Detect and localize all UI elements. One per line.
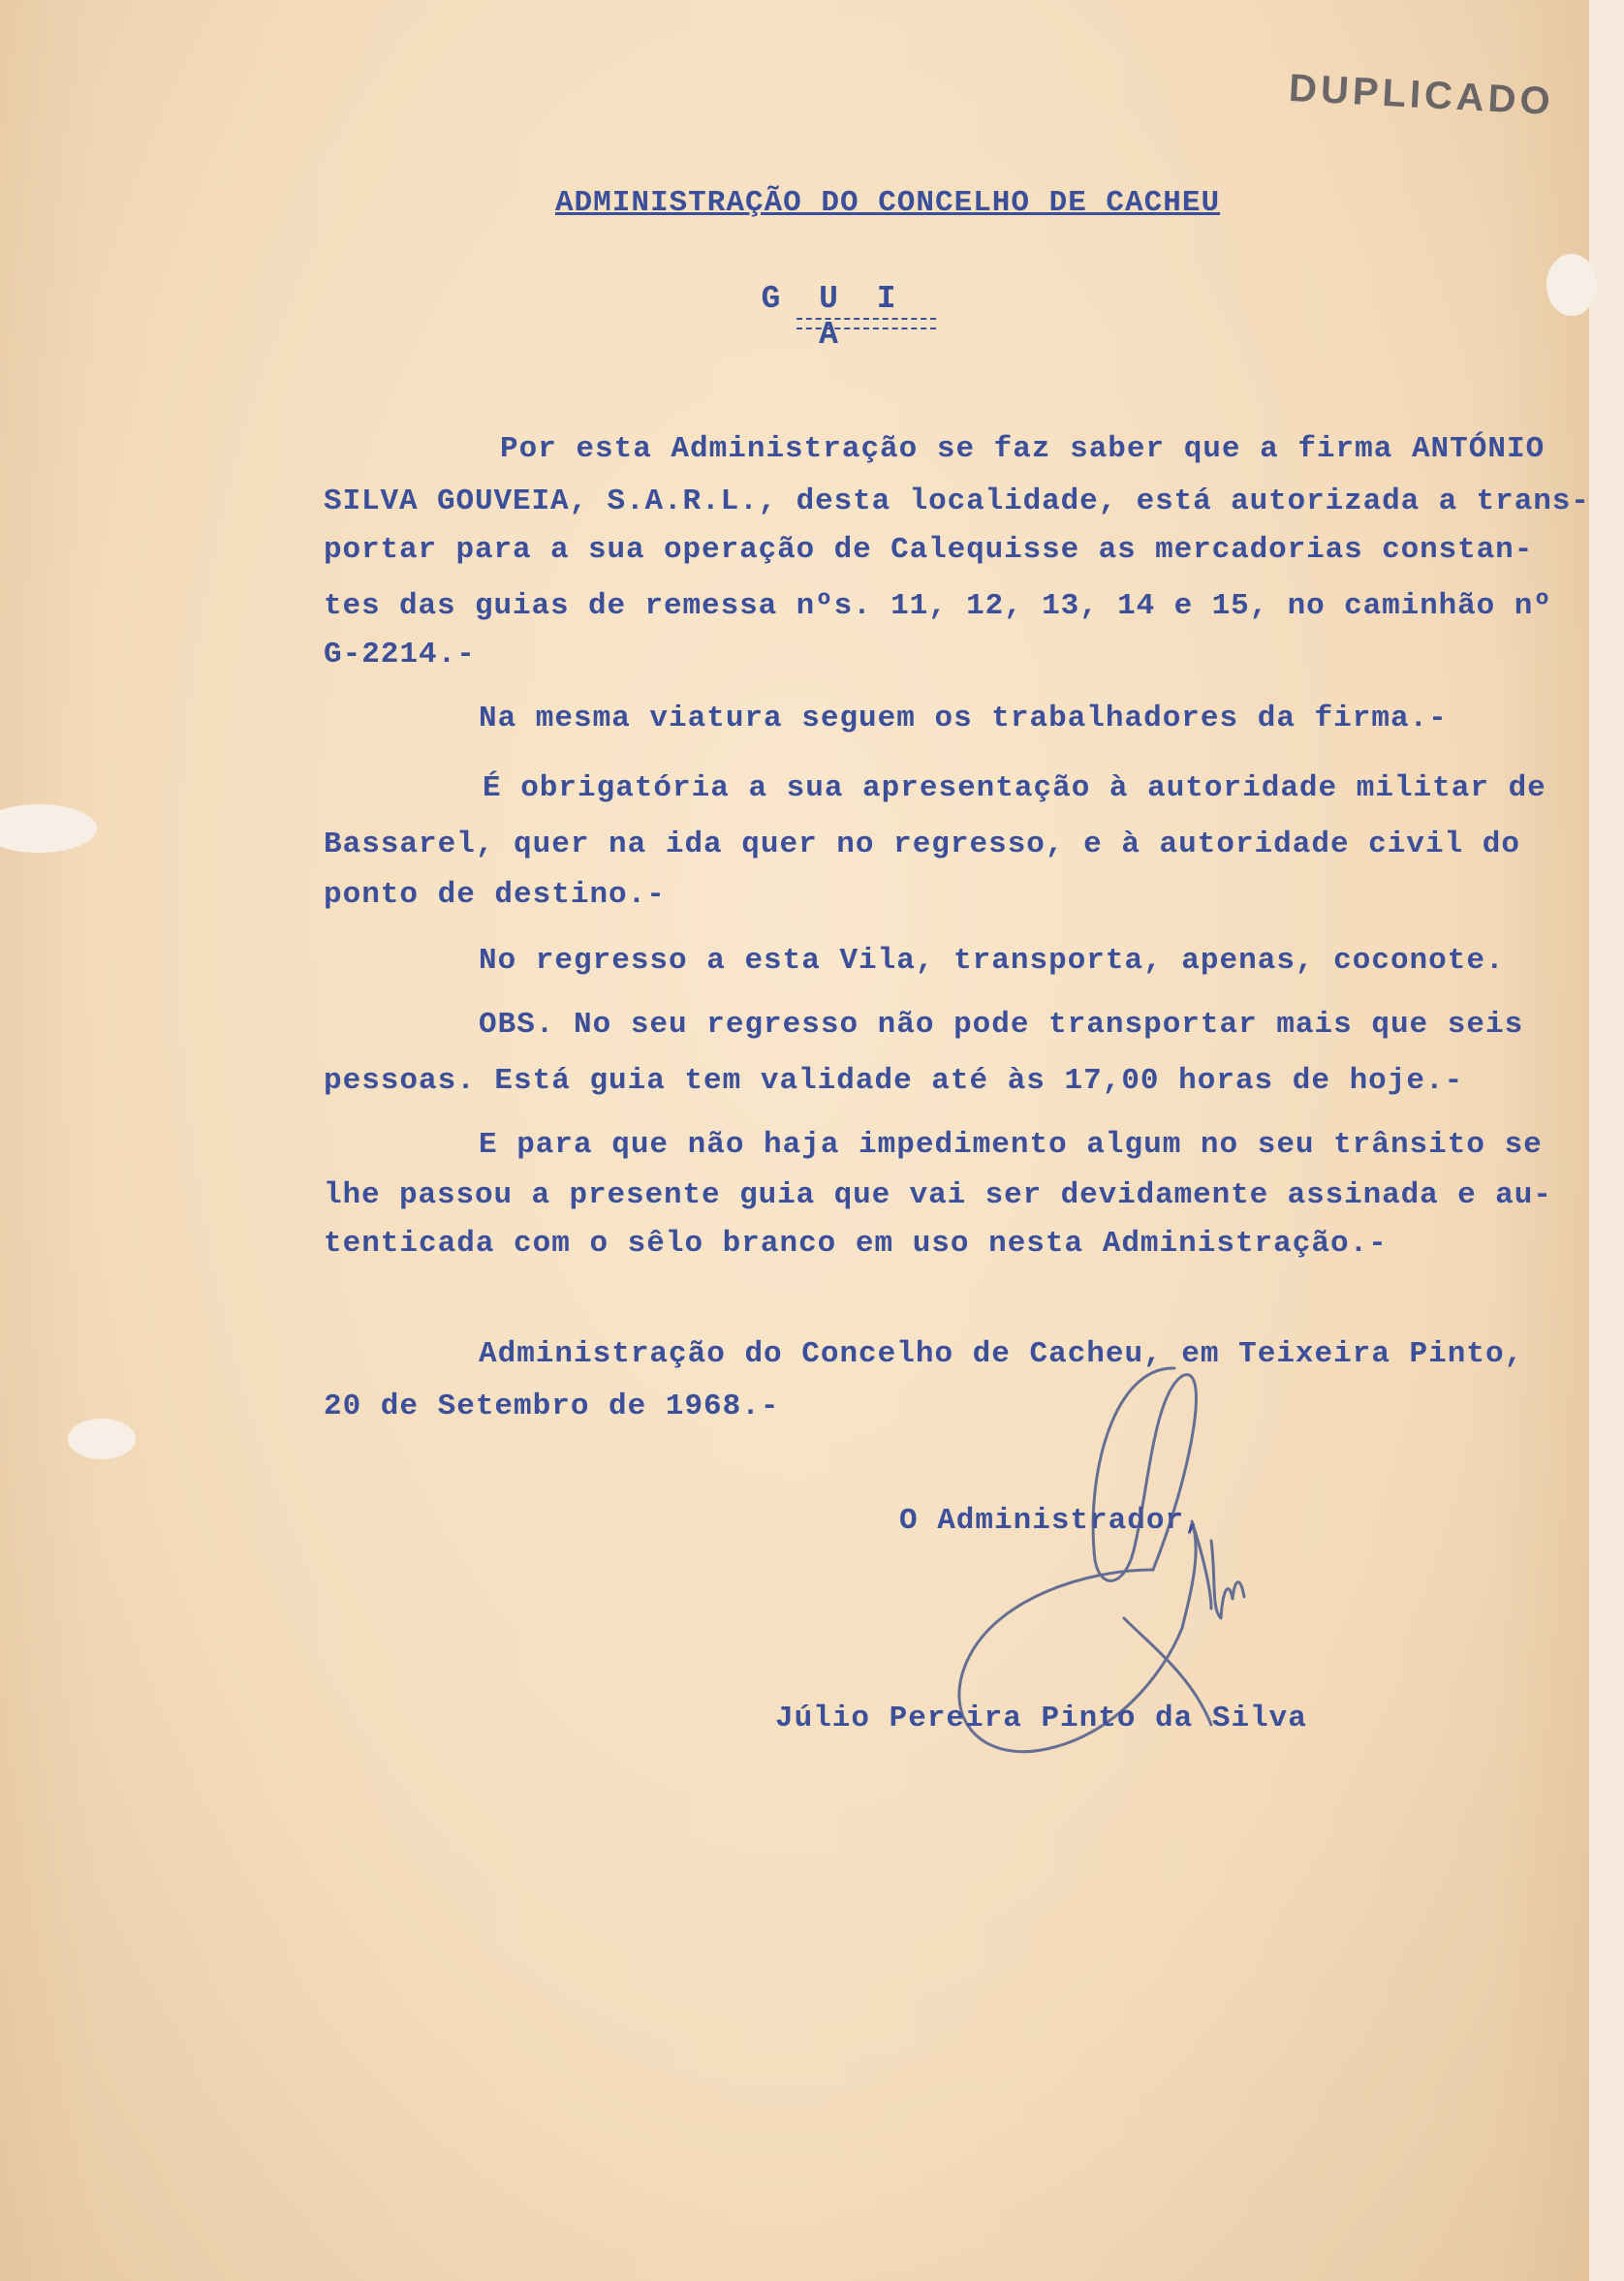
body-line: Bassarel, quer na ida quer no regresso, e à autoridade civil do (324, 828, 1520, 861)
date-line: 20 de Setembro de 1968.- (324, 1390, 780, 1423)
body-line: ponto de destino.- (324, 878, 666, 912)
document-heading: G U I A (761, 281, 906, 353)
signatory-name: Júlio Pereira Pinto da Silva (775, 1702, 1307, 1735)
signatory-title: O Administrador, (899, 1504, 1203, 1538)
paper-torn-edge (1589, 0, 1624, 2281)
body-line: SILVA GOUVEIA, S.A.R.L., desta localidade, está autorizada a trans- (324, 484, 1590, 518)
body-line: E para que não haja impedimento algum no seu trânsito se (479, 1128, 1543, 1162)
body-line: lhe passou a presente guia que vai ser devidamente assinada e au- (324, 1178, 1552, 1212)
duplicado-stamp: DUPLICADO (1288, 66, 1555, 124)
body-line: Na mesma viatura seguem os trabalhadores da firma.- (479, 702, 1448, 735)
place-line: Administração do Concelho de Cacheu, em Teixeira Pinto, (479, 1337, 1524, 1371)
page-title: ADMINISTRAÇÃO DO CONCELHO DE CACHEU (554, 186, 1221, 220)
body-line: G-2214.- (324, 638, 476, 672)
body-line: No regresso a esta Vila, transporta, apenas, coconote. (479, 944, 1505, 978)
body-line: tes das guias de remessa nºs. 11, 12, 13, 14 e 15, no caminhão nº (324, 589, 1552, 623)
body-line: pessoas. Está guia tem validade até às 17,00 horas de hoje.- (324, 1064, 1464, 1098)
body-line: portar para a sua operação de Calequisse as mercadorias constan- (324, 533, 1534, 567)
punch-hole-lower (68, 1419, 136, 1459)
heading-double-underline (796, 318, 936, 329)
body-line: Por esta Administração se faz saber que a firma ANTÓNIO (500, 432, 1546, 466)
body-line: tenticada com o sêlo branco em uso nesta Administração.- (324, 1227, 1388, 1261)
punch-hole-top (1546, 254, 1597, 316)
body-line: OBS. No seu regresso não pode transportar mais que seis (479, 1008, 1524, 1042)
body-line: É obrigatória a sua apresentação à autoridade militar de (483, 771, 1546, 805)
